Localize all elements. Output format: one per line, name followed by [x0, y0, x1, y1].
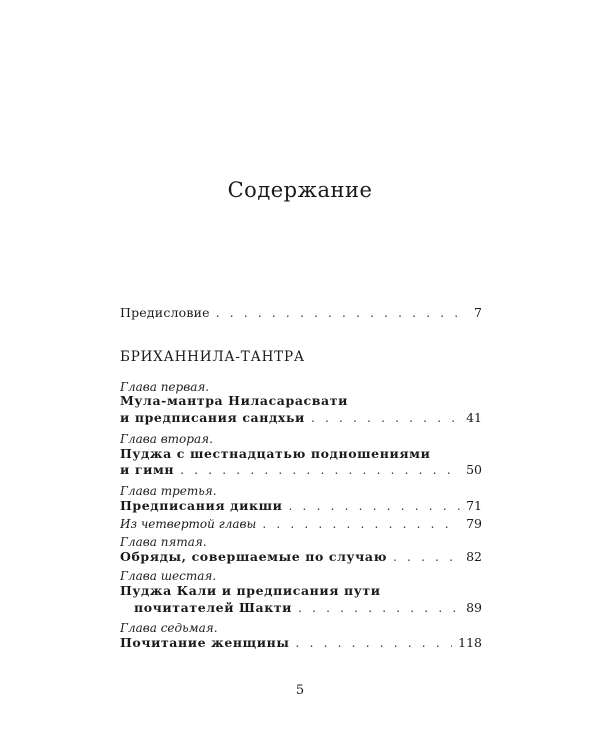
toc-entry-label: почитателей Шакти: [134, 600, 293, 615]
dot-leader: [289, 498, 461, 514]
chapter-heading: Глава вторая.: [120, 432, 213, 446]
dot-leader: [393, 549, 460, 565]
toc-entry-chapter-5[interactable]: [120, 549, 482, 565]
toc-entry-chapter-4[interactable]: [120, 516, 482, 532]
chapter-title-line[interactable]: Мула-мантра Ниласарасвати: [120, 393, 348, 408]
dot-leader: [262, 516, 460, 532]
toc-page-number: 89: [466, 600, 482, 615]
toc-entry-chapter-3[interactable]: [120, 498, 482, 514]
dot-leader: [296, 635, 453, 651]
toc-entry-chapter-6[interactable]: [120, 600, 482, 616]
toc-page-number: 71: [466, 498, 482, 513]
toc-entry-chapter-1[interactable]: [120, 410, 482, 426]
toc-page-number: 118: [458, 635, 482, 650]
chapter-heading: Глава седьмая.: [120, 621, 218, 635]
chapter-heading: Глава первая.: [120, 380, 210, 394]
toc-page-number: 50: [466, 462, 482, 477]
toc-page-number: 82: [466, 549, 482, 564]
chapter-title-line[interactable]: Пуджа Кали и предписания пути: [120, 583, 381, 598]
toc-entry-chapter-2[interactable]: [120, 462, 482, 478]
toc-entry-label: и гимн: [120, 462, 175, 477]
toc-entry-chapter-7[interactable]: [120, 635, 482, 651]
toc-entry-label: Предписания дикши: [120, 498, 283, 513]
chapter-heading: Глава пятая.: [120, 535, 207, 549]
dot-leader: [180, 462, 460, 478]
toc-entry-label: Предисловие: [120, 305, 210, 320]
chapter-title-line[interactable]: Пуджа с шестнадцатью подношениями: [120, 446, 431, 461]
toc-page-number: 7: [474, 305, 482, 320]
dot-leader: [311, 410, 460, 426]
toc-entry-label: Из четвертой главы: [120, 517, 257, 531]
page-title: Содержание: [227, 178, 373, 202]
section-title: БРИХАННИЛА-ТАНТРА: [120, 349, 305, 365]
toc-page-number: 41: [466, 410, 482, 425]
toc-entry-preface[interactable]: [120, 305, 482, 321]
chapter-heading: Глава третья.: [120, 484, 217, 498]
dot-leader: [298, 600, 460, 616]
toc-page-number: 79: [466, 516, 482, 531]
page-number: 5: [295, 683, 305, 698]
chapter-heading: Глава шестая.: [120, 569, 217, 583]
toc-entry-label: Почитание женщины: [120, 635, 290, 650]
toc-entry-label: и предписания сандхьи: [120, 410, 305, 425]
dot-leader: [216, 305, 468, 321]
toc-entry-label: Обряды, совершаемые по случаю: [120, 549, 388, 564]
